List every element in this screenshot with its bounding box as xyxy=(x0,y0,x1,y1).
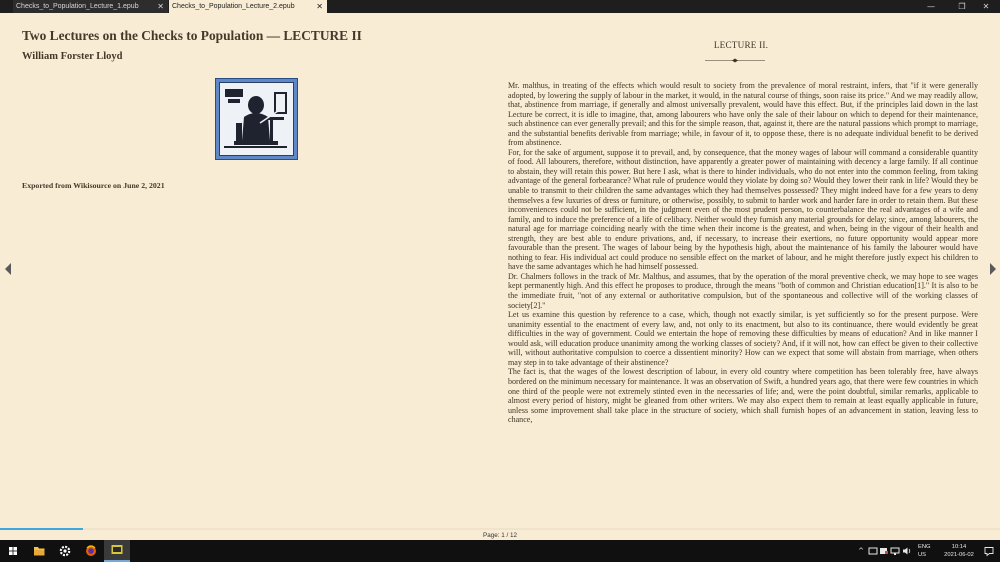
chapter-text xyxy=(508,81,978,507)
paragraph: Mr. malthus, in treating of the effects which would result to society from the prevalence of moral restraint, infers, that "if it were generally adopted, by lowering the supply of labour in the market, it would, in the natural course of things, soon raise its price." And we may readily allow, that, abstinence from marriage, if generally and almost universally prevalent, would have this effect. But, if the principles laid down in the last Lecture be correct, it is idle to imagine, that, among labourers who have only the sale of their labour on which to depend for their maintenance, such abstinence can ever generally prevail; and this for the simple reason, that, against it, there are the natural passions which prompt to marriage, and the substantial benefits derivable from marriage; while, in favour of it, to oppose these, there is no adequate individual benefit to be derived from abstinence. xyxy=(508,81,978,148)
window-titlebar xyxy=(0,0,1000,13)
show-hidden-icons-button[interactable]: ^ xyxy=(858,547,864,555)
clock-date: 2021-06-02 xyxy=(944,552,974,558)
paragraph: The fact is, that the wages of the lowest description of labour, in every old country where competition has been tolerably free, have always bordered on the minimum necessary for maintenance. It was an observation of Swift, a hundred years ago, that there were few countries in which one third of the people were not extremely stinted even in the necessaries of life; and, were the point doubtful, similar remarks, applicable to almost every period of history, might be gleaned from other writers. We may also expect them to remain at least equally applicable in future, unless some improvement shall take place in the structure of society, which shall furnish hopes of an advancement in station, leaving less to chance, xyxy=(508,367,978,425)
reading-progress-fill xyxy=(0,528,83,530)
tab-lecture-1[interactable] xyxy=(13,0,168,13)
paragraph: Dr. Chalmers follows in the track of Mr. Malthus, and assumes, that by the operation of the moral preventive check, we may hope to see wages kept permanently high. And this effect he proposes to produce, through the means "both of common and Christian education[1]." It is also to be the immediate fruit, "not of any external or authoritative compulsion, but of the spontaneous and collective will of the working classes of society[2]." xyxy=(508,271,978,310)
network-icon[interactable] xyxy=(890,540,900,562)
tab-label: Checks_to_Population_Lecture_2.epub xyxy=(172,3,295,10)
system-clock[interactable] xyxy=(937,543,981,559)
clock-time: 10:14 xyxy=(951,544,967,550)
taskbar xyxy=(0,540,1000,562)
firefox-icon xyxy=(78,540,104,562)
settings-button[interactable] xyxy=(52,540,78,562)
paragraph: Let us examine this question by reference to a case, which, though not exactly similar, is yet sufficiently so for the present purpose. Were unanimity essential to the enactment of every law, and, not only to its enactment, but also to its continuance, there would evidently be great difficulties in the way of government. Could we entertain the hope of removing these difficulties by means of education? And in like manner I would ask, will education produce unanimity among the working classes of society? And, if it will not, how can effect be given to their collective will, without authoritative compulsion to coerce a dissentient minority? How can we expect that some will abstain from marriage, when others may step in to take advantage of their abstinence? xyxy=(508,310,978,367)
tray-security-icon[interactable] xyxy=(879,540,889,562)
language-region: US xyxy=(918,552,927,558)
chevron-right-icon[interactable] xyxy=(988,262,998,276)
notification-icon xyxy=(982,540,996,562)
network-icon xyxy=(890,540,900,562)
tab-lecture-2[interactable] xyxy=(169,0,327,13)
minimize-button[interactable]: — xyxy=(927,2,935,11)
shield-icon xyxy=(879,540,889,562)
gear-icon xyxy=(52,540,78,562)
start-button[interactable] xyxy=(0,540,26,562)
close-window-button[interactable]: ✕ xyxy=(982,2,990,11)
tray-app-icon xyxy=(868,540,878,562)
divider-ornament xyxy=(705,58,765,63)
file-explorer-button[interactable] xyxy=(26,540,52,562)
cover-image xyxy=(215,78,298,160)
tray-app-icon[interactable] xyxy=(868,540,878,562)
book-title: Two Lectures on the Checks to Population — LECTURE II xyxy=(22,28,362,43)
folder-icon xyxy=(26,540,52,562)
windows-logo-icon xyxy=(0,540,26,562)
input-language-indicator[interactable] xyxy=(918,543,936,559)
reading-progress-bar[interactable] xyxy=(0,528,1000,530)
page-indicator: Page: 1 / 12 xyxy=(483,532,517,539)
export-note: Exported from Wikisource on June 2, 2021 xyxy=(22,181,165,190)
volume-icon[interactable] xyxy=(902,540,912,562)
tab-close-icon[interactable]: ✕ xyxy=(157,2,164,11)
book-author: William Forster Lloyd xyxy=(22,51,123,62)
chapter-heading: LECTURE II. xyxy=(713,40,769,50)
maximize-button[interactable]: ❐ xyxy=(958,2,966,11)
woodcut-scholar-icon xyxy=(219,82,294,156)
ebook-reader-icon xyxy=(104,540,130,560)
tab-label: Checks_to_Population_Lecture_1.epub xyxy=(16,3,139,10)
speaker-icon xyxy=(902,540,912,562)
chevron-left-icon[interactable] xyxy=(3,262,13,276)
paragraph: For, for the sake of argument, suppose it to prevail, and, by consequence, that the money wages of labour will command a considerable quantity of food. All labourers, therefore, without distinction, have apparently a greater power of maintaining with decency a large family. If all continue to abstain, they will retain this power. But here I ask, what is there to hinder individuals, who do not enter into the common feeling, from taking advantage of the general forbearance? What rule of prudence would they violate by doing so? Would they lower their rank in life? Would they be unable to transmit to their children the same advantages which they had themselves possessed? They might indeed have for a few years to deny themselves a few luxuries of dress or furniture, or otherwise, possibly, to submit to harder work and harder fare in order to retain them. But these inconveniences could not be sufficient, in the judgment even of the most prudent person, to counterbalance the real advantages of a wife and family, and to induce the preference of a life of celibacy. Neither would they furnish any material grounds for delay; since, among labourers, the natural age for marriage coinciding nearly with the time when their income is the greatest, and when, being in the vigour of their health and strength, they are best able to endure privations, and, if necessary, to increase their exertions, no future opportunity would appear more favourable than the present. The wages of labour being by the hypothesis high, about the maintenance of his family the labourer would have nothing to fear. His individual act could produce no sensible effect on the market of labour, and he might therefore justly expect his children to have the same advantages which he had himself possessed. xyxy=(508,147,978,272)
language-code: ENG xyxy=(918,544,931,550)
notifications-button[interactable] xyxy=(982,540,996,562)
firefox-button[interactable] xyxy=(78,540,104,562)
ebook-reader-button[interactable] xyxy=(104,540,130,562)
tab-close-icon[interactable]: ✕ xyxy=(316,2,323,11)
